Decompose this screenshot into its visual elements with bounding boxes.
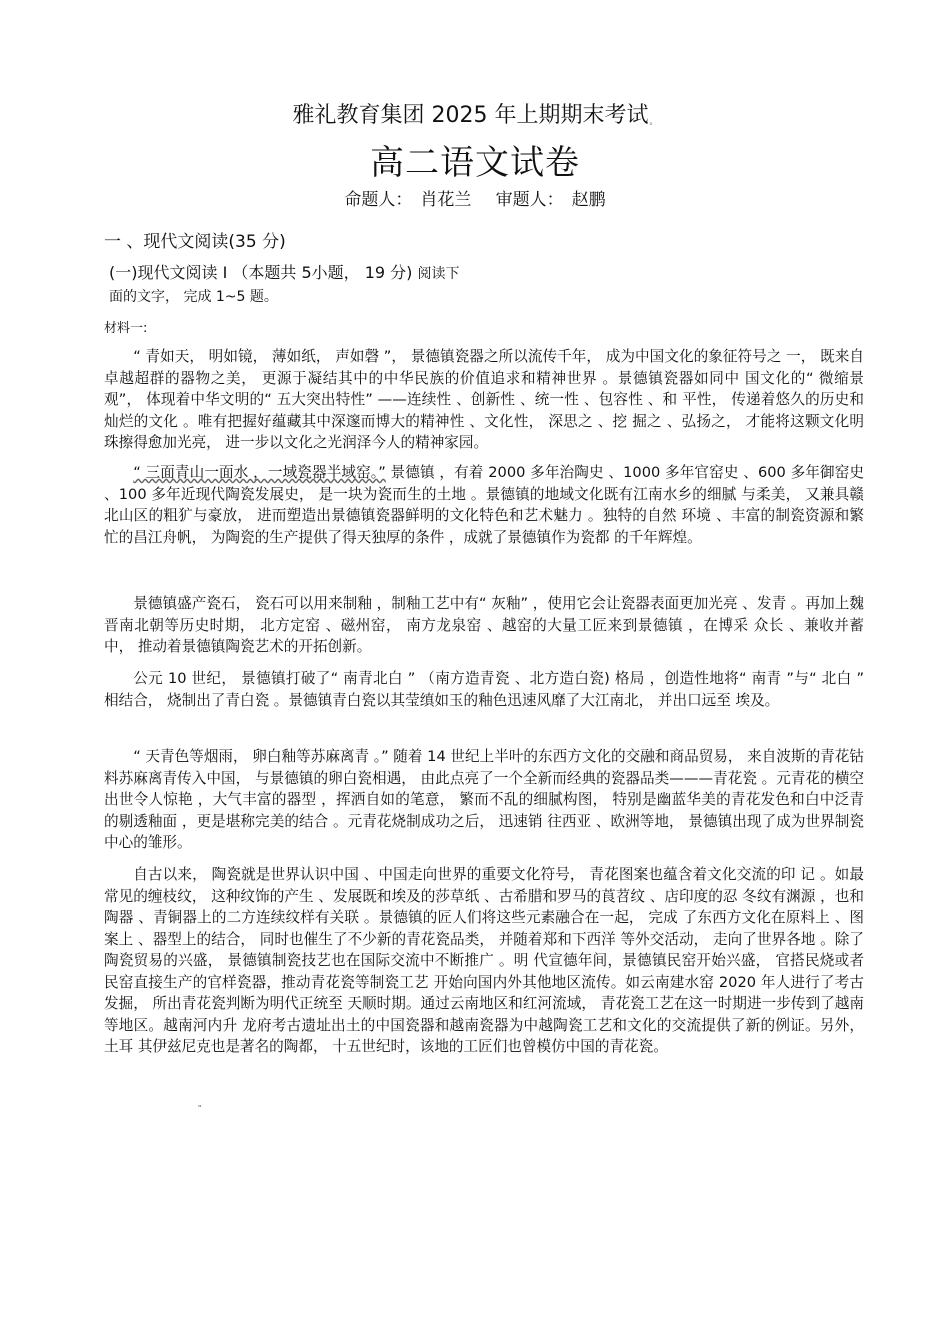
underlined-quote: “ 三面青山一面水 ，一域瓷器半域窑。” bbox=[133, 464, 386, 481]
stray-mark: " bbox=[198, 1104, 202, 1112]
title-dot: 。 bbox=[649, 117, 658, 126]
school-title bbox=[0, 98, 950, 129]
paragraph-2-text: 景德镇 ，有着 2000 多年治陶史 、1000 多年官窑史 、600 多年御窑史 、100 多年近现代陶瓷发展史， 是一块为瓷而生的土地 。景德镇的地域文化既有江南水乡的细腻 与柔美， 又兼具赣北山区的粗犷与豪放， 进而塑造出景德镇瓷器鲜明的文化特色和艺术魅力 。独特的自然 环境 、丰富的制瓷资源和繁忙的昌江舟帆， 为陶瓷的生产提供了得天独厚的条件 ，成就了景德镇作为瓷都 的千年辉煌。 bbox=[104, 464, 864, 546]
paragraph-4: 公元 10 世纪， 景德镇打破了“ 南青北白 ” （南方造青瓷 、北方造白瓷) 格局 ，创造性地将“ 南青 ”与“ 北白 ” 相结合， 烧制出了青白瓷 。景德镇青白瓷以其莹缜如玉的釉色迅速风靡了大江南北， 并出口远至 埃及。 bbox=[104, 670, 864, 709]
paragraph-1: “ 青如天， 明如镜， 薄如纸， 声如磬 ”， 景德镇瓷器之所以流传千年， 成为中国文化的象征符号之 一， 既来自卓越超群的器物之美， 更源于凝结其中的中华民族的价值追求和精神世界 。景德镇瓷器如同中 国文化的“ 微缩景观”， 体现着中华文明的“ 五大突出特性” ——连续性 、创新性 、统一性 、包容性 、和 平性， 传递着悠久的历史和灿烂的文化 。唯有把握好蕴藏其中深邃而博大的精神性 、文化性， 深思之 、挖 掘之 、弘扬之， 才能将这颗文化明珠擦得愈加光亮， 进一步以文化之光润泽今人的精神家园。 bbox=[104, 348, 864, 451]
reviewer-label: 审题人： bbox=[495, 190, 564, 210]
setter-name: 肖花兰 bbox=[420, 190, 472, 210]
paragraph-3: 景德镇盛产瓷石， 瓷石可以用来制釉 ，制釉工艺中有“ 灰釉” ，使用它会让瓷器表面更加光亮 、发青 。再加上魏晋南北朝等历史时期， 北方定窑 、磁州窑， 南方龙泉窑 、越窑的大量工匠来到景德镇 ，在博采 众长 、兼收并蓄中， 推动着景德镇陶瓷艺术的开拓创新。 bbox=[104, 595, 864, 655]
section-heading: 一 、现代文阅读(35 分) bbox=[104, 232, 286, 252]
author-line bbox=[0, 185, 950, 210]
paragraph-5: “ 天青色等烟雨， 卵白釉等苏麻离青 。” 随着 14 世纪上半叶的东西方文化的交融和商品贸易， 来自波斯的青花钴料苏麻离青传入中国， 与景德镇的卵白瓷相遇， 由此点亮了一个全新而经典的瓷器品类———青花瓷 。元青花的横空出世令人惊艳 ，大气丰富的器型 ，挥洒自如的笔意， 繁而不乱的细腻构图， 特别是幽蓝华美的青花发色和白中泛青的剔透釉面 ，更是堪称完美的结合 。元青花烧制成功之后， 迅速销 往西亚 、欧洲等地， 景德镇出现了成为世界制瓷中心的雏形。 bbox=[104, 748, 864, 851]
sub-heading-text: (一)现代文阅读 Ⅰ （本题共 5小题， 19 分) bbox=[109, 263, 413, 282]
exam-title: 高二语文试卷 bbox=[370, 143, 580, 183]
paragraph-6: 自古以来， 陶瓷就是世界认识中国 、中国走向世界的重要文化符号， 青花图案也蕴含着文化交流的印 记 。如最常见的缠枝纹， 这种纹饰的产生 、发展既和埃及的莎草纸 、古希腊和罗马的莨苕纹 、店印度的忍 冬纹有渊源 ，也和陶器 、青铜器上的二方连续纹样有关联 。景德镇的匠人们将这些元素融合在一起， 完成 了东西方文化在原料上 、图案上 、器型上的结合， 同时也催生了不少新的青花瓷品类， 并随着郑和下西洋 等外交活动， 走向了世界各地 。除了陶瓷贸易的兴盛， 景德镇制瓷技艺也在国际交流中不断推广 。明 代宣德年间，景德镇民窑开始兴盛， 官搭民烧或者民窑直接生产的官样瓷器，推动青花瓷等制瓷工艺 开始向国内外其他地区流传。如云南建水窑 2020 年人进行了考古发掘， 所出青花瓷判断为明代正统至 天顺时期。通过云南地区和红河流域， 青花瓷工艺在这一时期进一步传到了越南等地区。越南河内升 龙府考古遗址出土的中国瓷器和越南瓷器为中越陶瓷工艺和文化的交流提供了新的例证。另外， 土耳 其伊兹尼克也是著名的陶都， 十五世纪时，该地的工匠们也曾模仿中国的青花瓷。 bbox=[104, 866, 864, 1055]
material-label: 材料一: bbox=[104, 321, 148, 336]
instruction-text: 阅读下面的文字， 完成 1~5 题。 bbox=[109, 266, 460, 305]
reviewer-name: 赵鹏 bbox=[571, 190, 606, 210]
paragraph-2 bbox=[104, 462, 864, 548]
school-title-text: 雅礼教育集团 2025 年上期期末考试 bbox=[292, 103, 649, 128]
setter-label: 命题人： bbox=[344, 190, 413, 210]
sub-heading bbox=[109, 262, 469, 308]
